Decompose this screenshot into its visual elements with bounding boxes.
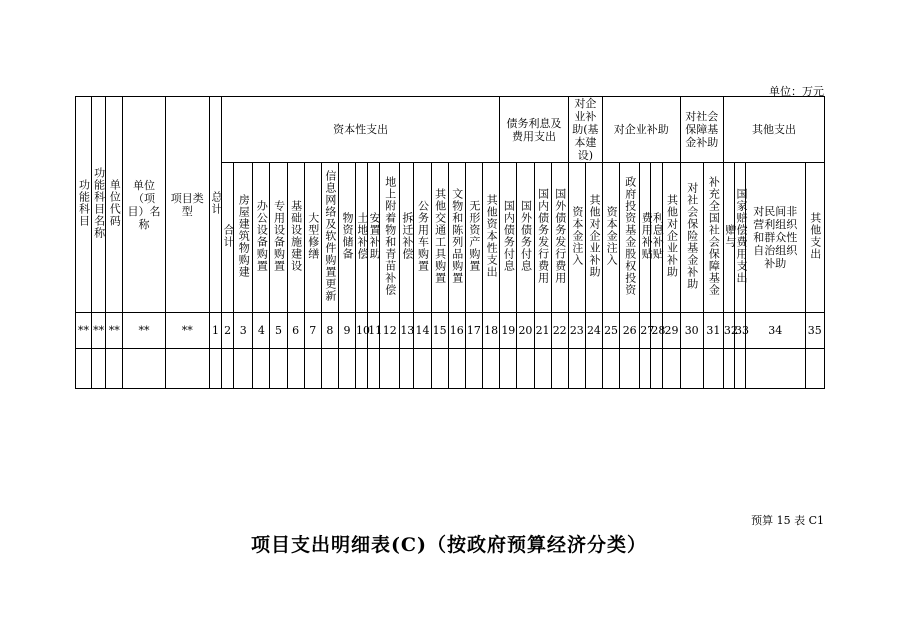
code-cell: 7 bbox=[304, 313, 321, 349]
code-cell: 24 bbox=[585, 313, 602, 349]
enterprise-capital-col: 资本金注入 bbox=[568, 163, 585, 313]
table-cell bbox=[640, 349, 651, 389]
table-cell bbox=[92, 349, 106, 389]
code-cell: 14 bbox=[414, 313, 431, 349]
table-cell bbox=[603, 349, 620, 389]
code-cell: ** bbox=[165, 313, 209, 349]
group-enterprise-capital: 对企业补助(基本建设) bbox=[568, 97, 602, 163]
code-cell: 8 bbox=[321, 313, 338, 349]
other-col: 对民间非营利组织和群众性自治组织补助 bbox=[746, 163, 805, 313]
capital-col: 无形资产购置 bbox=[465, 163, 482, 313]
debt-col: 国外债务付息 bbox=[517, 163, 534, 313]
code-cell: 22 bbox=[551, 313, 568, 349]
group-other: 其他支出 bbox=[723, 97, 824, 163]
table-cell bbox=[338, 349, 355, 389]
code-cell: ** bbox=[106, 313, 123, 349]
table-cell bbox=[746, 349, 805, 389]
code-cell: 28 bbox=[651, 313, 663, 349]
table-cell bbox=[165, 349, 209, 389]
table-cell bbox=[270, 349, 287, 389]
other-col: 其他支出 bbox=[805, 163, 824, 313]
group-capital: 资本性支出 bbox=[222, 97, 500, 163]
other-col: 赠与 bbox=[723, 163, 734, 313]
table-cell bbox=[551, 349, 568, 389]
table-cell bbox=[76, 349, 92, 389]
code-cell: 27 bbox=[640, 313, 651, 349]
table-cell bbox=[482, 349, 499, 389]
code-cell: 3 bbox=[234, 313, 253, 349]
unit-label: 单位：万元 bbox=[769, 85, 824, 98]
table-cell bbox=[368, 349, 380, 389]
col-grand-total: 总计 bbox=[209, 97, 221, 313]
capital-col: 文物和陈列品购置 bbox=[448, 163, 465, 313]
capital-col: 办公设备购置 bbox=[253, 163, 270, 313]
code-cell: 19 bbox=[500, 313, 517, 349]
table-cell bbox=[805, 349, 824, 389]
code-cell: 16 bbox=[448, 313, 465, 349]
table-cell bbox=[414, 349, 431, 389]
capital-col: 大型修缮 bbox=[304, 163, 321, 313]
code-cell: 11 bbox=[368, 313, 380, 349]
enterprise-col: 政府投资基金股权投资 bbox=[620, 163, 640, 313]
table-cell bbox=[568, 349, 585, 389]
col-unit-code: 单位代码 bbox=[106, 97, 123, 313]
table-cell bbox=[703, 349, 723, 389]
expenditure-table bbox=[75, 96, 825, 388]
capital-col: 其他交通工具购置 bbox=[431, 163, 448, 313]
code-cell: 13 bbox=[400, 313, 414, 349]
table-cell bbox=[663, 349, 680, 389]
table-cell bbox=[500, 349, 517, 389]
code-cell: 1 bbox=[209, 313, 221, 349]
code-cell: 17 bbox=[465, 313, 482, 349]
capital-col: 基础设施建设 bbox=[287, 163, 304, 313]
table-cell bbox=[620, 349, 640, 389]
table-cell bbox=[431, 349, 448, 389]
code-cell: ** bbox=[92, 313, 106, 349]
capital-col: 信息网络及软件购置更新 bbox=[321, 163, 338, 313]
code-cell: 15 bbox=[431, 313, 448, 349]
code-cell: 29 bbox=[663, 313, 680, 349]
table-cell bbox=[534, 349, 551, 389]
table-cell bbox=[234, 349, 253, 389]
enterprise-col: 利息补贴 bbox=[651, 163, 663, 313]
form-code: 预算 15 表 C1 bbox=[751, 514, 824, 527]
enterprise-capital-col: 其他对企业补助 bbox=[585, 163, 602, 313]
data-row bbox=[76, 349, 825, 389]
table-cell bbox=[222, 349, 234, 389]
code-cell: 12 bbox=[380, 313, 400, 349]
code-cell: 6 bbox=[287, 313, 304, 349]
code-cell: 20 bbox=[517, 313, 534, 349]
other-col: 国家赔偿费用支出 bbox=[735, 163, 746, 313]
table-cell bbox=[380, 349, 400, 389]
table-cell bbox=[517, 349, 534, 389]
code-row bbox=[76, 313, 825, 349]
capital-col: 安置补助 bbox=[368, 163, 380, 313]
code-cell: 25 bbox=[603, 313, 620, 349]
code-cell: 30 bbox=[680, 313, 703, 349]
table-cell bbox=[106, 349, 123, 389]
code-cell: 4 bbox=[253, 313, 270, 349]
code-cell: ** bbox=[123, 313, 165, 349]
code-cell: 2 bbox=[222, 313, 234, 349]
table-cell bbox=[723, 349, 734, 389]
enterprise-col: 资本金注入 bbox=[603, 163, 620, 313]
code-cell: 9 bbox=[338, 313, 355, 349]
table-cell bbox=[304, 349, 321, 389]
table-cell bbox=[209, 349, 221, 389]
code-cell: 34 bbox=[746, 313, 805, 349]
table-cell bbox=[585, 349, 602, 389]
capital-col: 拆迁补偿 bbox=[400, 163, 414, 313]
group-enterprise: 对企业补助 bbox=[603, 97, 681, 163]
capital-col: 公务用车购置 bbox=[414, 163, 431, 313]
table-cell bbox=[253, 349, 270, 389]
code-cell: 23 bbox=[568, 313, 585, 349]
table-cell bbox=[465, 349, 482, 389]
capital-col: 其他资本性支出 bbox=[482, 163, 499, 313]
table-cell bbox=[448, 349, 465, 389]
code-cell: 31 bbox=[703, 313, 723, 349]
debt-col: 国内债务付息 bbox=[500, 163, 517, 313]
table-cell bbox=[400, 349, 414, 389]
social-col: 对社会保险基金补助 bbox=[680, 163, 703, 313]
code-cell: 18 bbox=[482, 313, 499, 349]
code-cell: 32 bbox=[723, 313, 734, 349]
col-project-type: 项目类型 bbox=[165, 97, 209, 313]
capital-col: 房屋建筑物购建 bbox=[234, 163, 253, 313]
code-cell: 21 bbox=[534, 313, 551, 349]
table-cell bbox=[735, 349, 746, 389]
table-cell bbox=[680, 349, 703, 389]
page-title: 项目支出明细表(C)（按政府预算经济分类） bbox=[250, 534, 648, 556]
col-function-subject-name: 功能科目名称 bbox=[92, 97, 106, 313]
capital-col: 合计 bbox=[222, 163, 234, 313]
group-social: 对社会保障基金补助 bbox=[680, 97, 723, 163]
table-cell bbox=[356, 349, 368, 389]
group-debt: 债务利息及费用支出 bbox=[500, 97, 569, 163]
capital-col: 物资储备 bbox=[338, 163, 355, 313]
col-unit-name: 单位（项目）名称 bbox=[123, 97, 165, 313]
enterprise-col: 其他对企业补助 bbox=[663, 163, 680, 313]
capital-col: 土地补偿 bbox=[356, 163, 368, 313]
col-function-subject: 功能科目 bbox=[76, 97, 92, 313]
table-cell bbox=[651, 349, 663, 389]
table-cell bbox=[123, 349, 165, 389]
code-cell: 26 bbox=[620, 313, 640, 349]
debt-col: 国外债务发行费用 bbox=[551, 163, 568, 313]
capital-col: 地上附着物和青苗补偿 bbox=[380, 163, 400, 313]
table-cell bbox=[287, 349, 304, 389]
debt-col: 国内债务发行费用 bbox=[534, 163, 551, 313]
capital-col: 专用设备购置 bbox=[270, 163, 287, 313]
code-cell: 35 bbox=[805, 313, 824, 349]
social-col: 补充全国社会保障基金 bbox=[703, 163, 723, 313]
table-cell bbox=[321, 349, 338, 389]
code-cell: ** bbox=[76, 313, 92, 349]
code-cell: 33 bbox=[735, 313, 746, 349]
enterprise-col: 费用补贴 bbox=[640, 163, 651, 313]
code-cell: 5 bbox=[270, 313, 287, 349]
code-cell: 10 bbox=[356, 313, 368, 349]
